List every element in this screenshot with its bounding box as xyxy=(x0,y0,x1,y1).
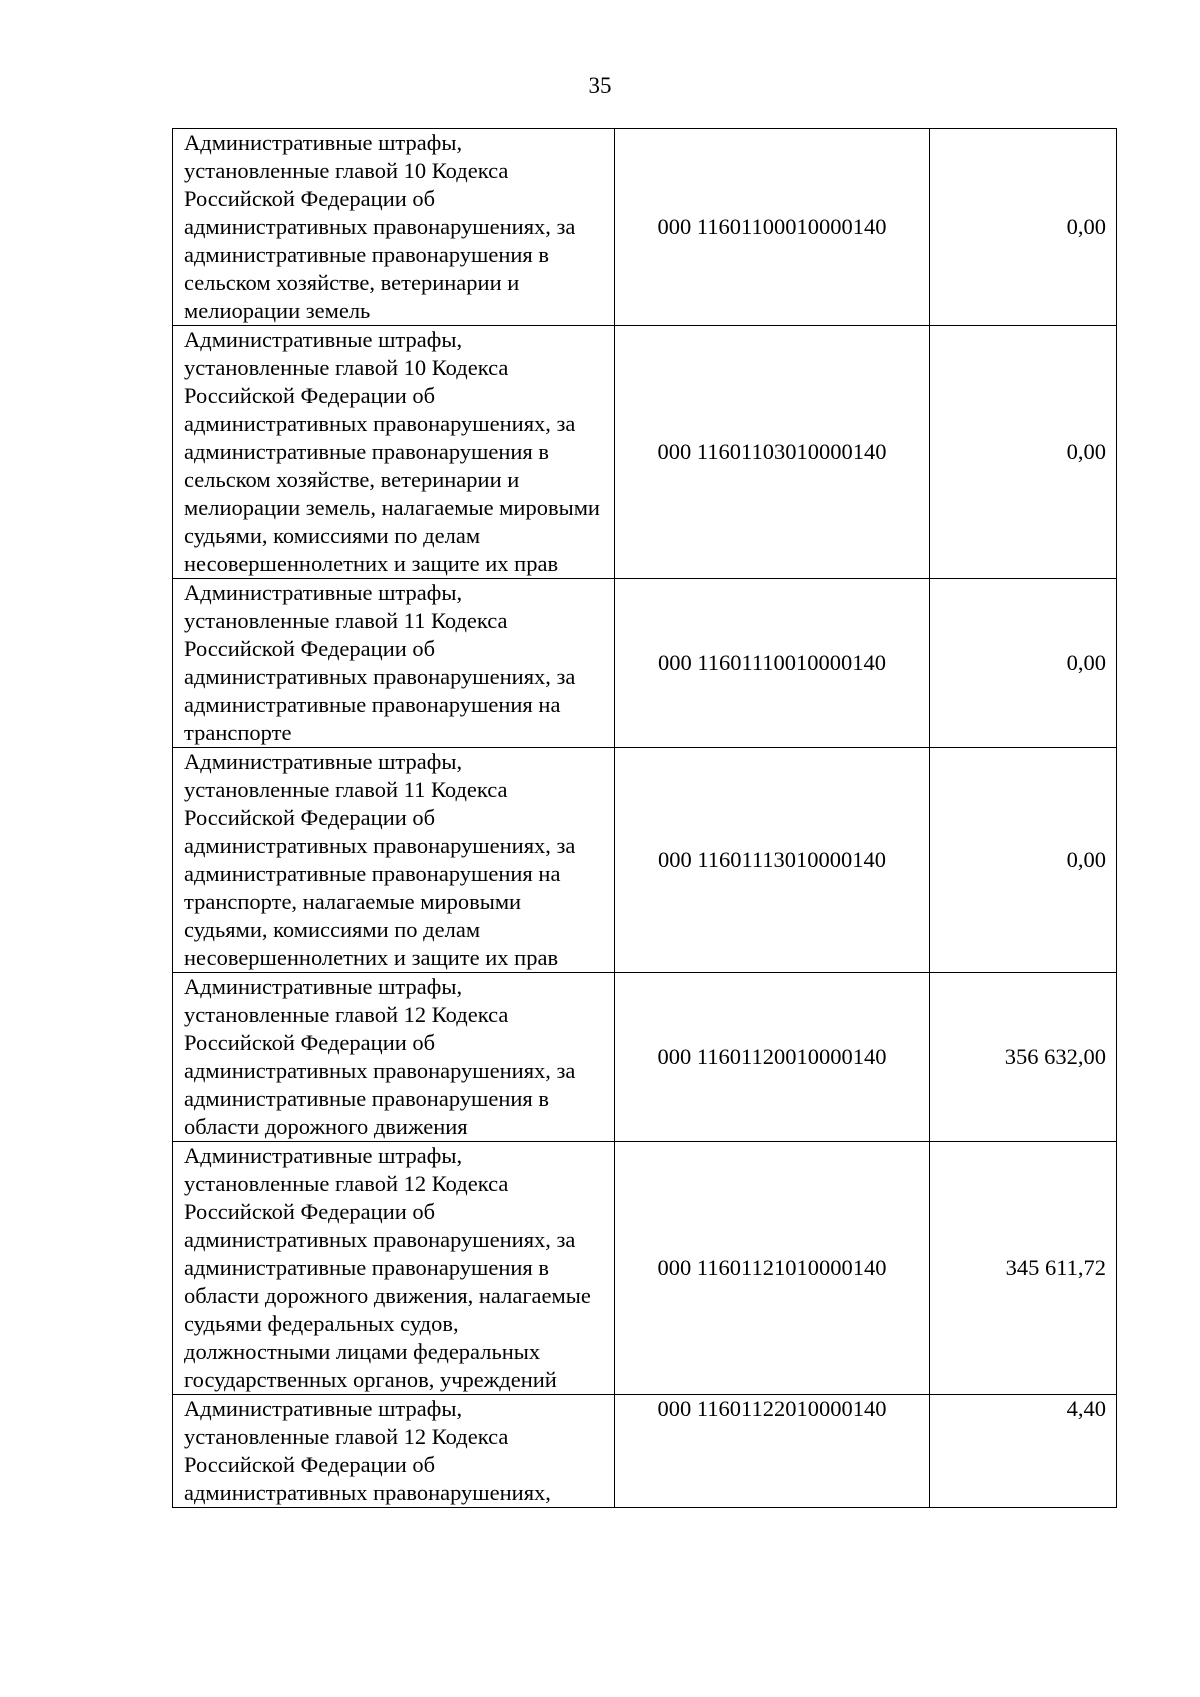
amount-cell: 0,00 xyxy=(930,748,1117,973)
budget-income-table xyxy=(172,128,1117,1508)
budget-code-cell: 000 11601100010000140 xyxy=(615,129,930,326)
budget-code-cell: 000 11601110010000140 xyxy=(615,579,930,748)
amount-cell: 0,00 xyxy=(930,326,1117,579)
income-name-cell: Административные штрафы, установленные главой 10 Кодекса Российской Федерации об административных правонарушениях, за административные правонарушения в сельском хозяйстве, ветеринарии и мелиорации земель xyxy=(173,129,615,326)
income-name-cell: Административные штрафы, установленные главой 12 Кодекса Российской Федерации об административных правонарушениях, xyxy=(173,1395,615,1508)
amount-cell: 4,40 xyxy=(930,1395,1117,1508)
budget-code-cell: 000 11601122010000140 xyxy=(615,1395,930,1508)
income-name-cell: Административные штрафы, установленные главой 11 Кодекса Российской Федерации об административных правонарушениях, за административные правонарушения на транспорте, налагаемые мировыми судьями, комиссиями по делам несовершеннолетних и защите их прав xyxy=(173,748,615,973)
table-row xyxy=(173,129,1117,326)
amount-cell: 0,00 xyxy=(930,579,1117,748)
table-row xyxy=(173,579,1117,748)
budget-code-cell: 000 11601120010000140 xyxy=(615,973,930,1142)
table-row xyxy=(173,973,1117,1142)
income-name-cell: Административные штрафы, установленные главой 12 Кодекса Российской Федерации об административных правонарушениях, за административные правонарушения в области дорожного движения, налагаемые судьями федеральных судов, должностными лицами федеральных государственных органов, учреждений xyxy=(173,1142,615,1395)
table-row xyxy=(173,1142,1117,1395)
table-row xyxy=(173,326,1117,579)
income-name-cell: Административные штрафы, установленные главой 10 Кодекса Российской Федерации об административных правонарушениях, за административные правонарушения в сельском хозяйстве, ветеринарии и мелиорации земель, налагаемые мировыми судьями, комиссиями по делам несовершеннолетних и защите их прав xyxy=(173,326,615,579)
income-name-cell: Административные штрафы, установленные главой 11 Кодекса Российской Федерации об административных правонарушениях, за административные правонарушения на транспорте xyxy=(173,579,615,748)
table-row xyxy=(173,1395,1117,1508)
income-name-cell: Административные штрафы, установленные главой 12 Кодекса Российской Федерации об административных правонарушениях, за административные правонарушения в области дорожного движения xyxy=(173,973,615,1142)
table-row xyxy=(173,748,1117,973)
budget-code-cell: 000 11601103010000140 xyxy=(615,326,930,579)
amount-cell: 356 632,00 xyxy=(930,973,1117,1142)
page-number: 35 xyxy=(588,73,612,98)
budget-code-cell: 000 11601113010000140 xyxy=(615,748,930,973)
budget-code-cell: 000 11601121010000140 xyxy=(615,1142,930,1395)
amount-cell: 345 611,72 xyxy=(930,1142,1117,1395)
amount-cell: 0,00 xyxy=(930,129,1117,326)
